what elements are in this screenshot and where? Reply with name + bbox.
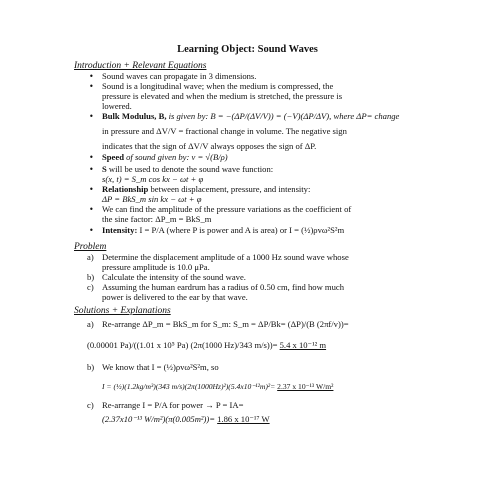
bullet: •: [89, 72, 94, 81]
bullet: •: [89, 153, 94, 162]
intro-item-7-line-2: the sine factor: ΔP_m = BkS_m: [102, 214, 212, 224]
intro-item-3-line-2: in pressure and ΔV/V = fractional change in volume. The negative sign: [102, 126, 347, 136]
s-description: will be used to denote the sound wave function:: [106, 164, 274, 174]
intro-item-2-line-2: pressure is elevated and when the medium is stretched, the pressure is: [102, 91, 343, 101]
problem-b-label: b): [87, 272, 95, 282]
bulk-modulus-label: Bulk Modulus, B,: [102, 111, 167, 121]
solution-c-answer: 1.86 x 10⁻¹⁷ W: [217, 414, 270, 424]
intro-item-5-line-1: [102, 164, 273, 174]
intro-item-5-line-2: s(x, t) = S_m cos kx − ωt + φ: [102, 174, 204, 184]
bullet: •: [89, 205, 94, 214]
intro-item-4: [102, 152, 228, 162]
intro-item-2-line-3: lowered.: [102, 101, 132, 111]
bullet: •: [89, 226, 94, 235]
relationship-description: between displacement, pressure, and intensity:: [148, 184, 311, 194]
solution-b-line-1: We know that I = (½)ρvω²S²m, so: [102, 362, 219, 372]
problem-c-line-1: Assuming the human eardrum has a radius of 0.50 cm, find how much: [102, 282, 345, 292]
document-title: Learning Object: Sound Waves: [177, 44, 318, 55]
solution-b-line-2: [102, 382, 333, 392]
problem-a-line-1: Determine the displacement amplitude of a 1000 Hz sound wave whose: [102, 252, 349, 262]
solution-a-line-1: Re-arrange ΔP_m = BkS_m for S_m: S_m = ΔP/Bk= (ΔP)/(B (2πf/v))=: [102, 319, 349, 329]
solution-a-line-2: [87, 340, 326, 350]
problem-c-label: c): [87, 282, 94, 292]
solution-a-label: a): [87, 319, 94, 329]
problem-a-label: a): [87, 252, 94, 262]
bullet: •: [89, 165, 94, 174]
s-label: S: [102, 164, 107, 174]
bullet: •: [89, 112, 94, 121]
intro-item-6-line-2: ΔP = BkS_m sin kx − ωt + φ: [102, 194, 202, 204]
relationship-label: Relationship: [102, 184, 149, 194]
speed-label: Speed: [102, 152, 124, 162]
solution-b-work: I = (½)(1.2kg/m³)(343 m/s)(2π(1000Hz)²)(5.4x10⁻¹²m)²=: [102, 382, 278, 391]
problem-b-line-1: Calculate the intensity of the sound wave.: [102, 272, 246, 282]
solution-a-answer: 5.4 x 10⁻¹² m: [279, 340, 327, 350]
bullet: •: [89, 185, 94, 194]
speed-equation: of sound given by: v = √(B/ρ): [123, 152, 228, 162]
intro-item-3-line-1: [102, 111, 399, 121]
intensity-label: Intensity:: [102, 225, 138, 235]
intro-heading: Introduction + Relevant Equations: [74, 61, 207, 71]
problem-heading: Problem: [74, 242, 107, 252]
intro-item-2-line-1: Sound is a longitudinal wave; when the medium is compressed, the: [102, 81, 334, 91]
solution-c-line-2: [102, 414, 270, 424]
intro-item-8: [102, 225, 344, 235]
solution-c-line-1: Re-arrange I = P/A for power → P = IA=: [102, 400, 244, 410]
solution-c-label: c): [87, 400, 94, 410]
intro-item-6-line-1: [102, 184, 310, 194]
solution-c-work: (2.37x10⁻¹³ W/m²)(π(0.005m²))=: [102, 414, 218, 424]
bulk-modulus-equation: is given by: B = −(ΔP/(ΔV/V)) = (−V)(ΔP/ΔV), where ΔP= change: [166, 111, 400, 121]
solution-b-label: b): [87, 362, 95, 372]
bullet: •: [89, 82, 94, 91]
solution-a-work: (0.00001 Pa)/((1.01 x 10⁵ Pa) (2π(1000 Hz)/343 m/s))=: [87, 340, 280, 350]
intro-item-1: Sound waves can propagate in 3 dimensions.: [102, 71, 257, 81]
intro-item-7-line-1: We can find the amplitude of the pressure variations as the coefficient of: [102, 204, 352, 214]
intro-item-3-line-3: indicates that the sign of ΔV/V always opposes the sign of ΔP.: [102, 141, 317, 151]
problem-a-line-2: pressure amplitude is 10.0 μPa.: [102, 262, 210, 272]
intensity-equation: I = P/A (where P is power and A is area) or I = (½)ρvω²S²m: [137, 225, 345, 235]
solution-b-answer: 2.37 x 10⁻¹³ W/m²: [277, 382, 334, 391]
problem-c-line-2: power is delivered to the ear by that wave.: [102, 292, 248, 302]
solutions-heading: Solutions + Explanations: [74, 306, 171, 316]
